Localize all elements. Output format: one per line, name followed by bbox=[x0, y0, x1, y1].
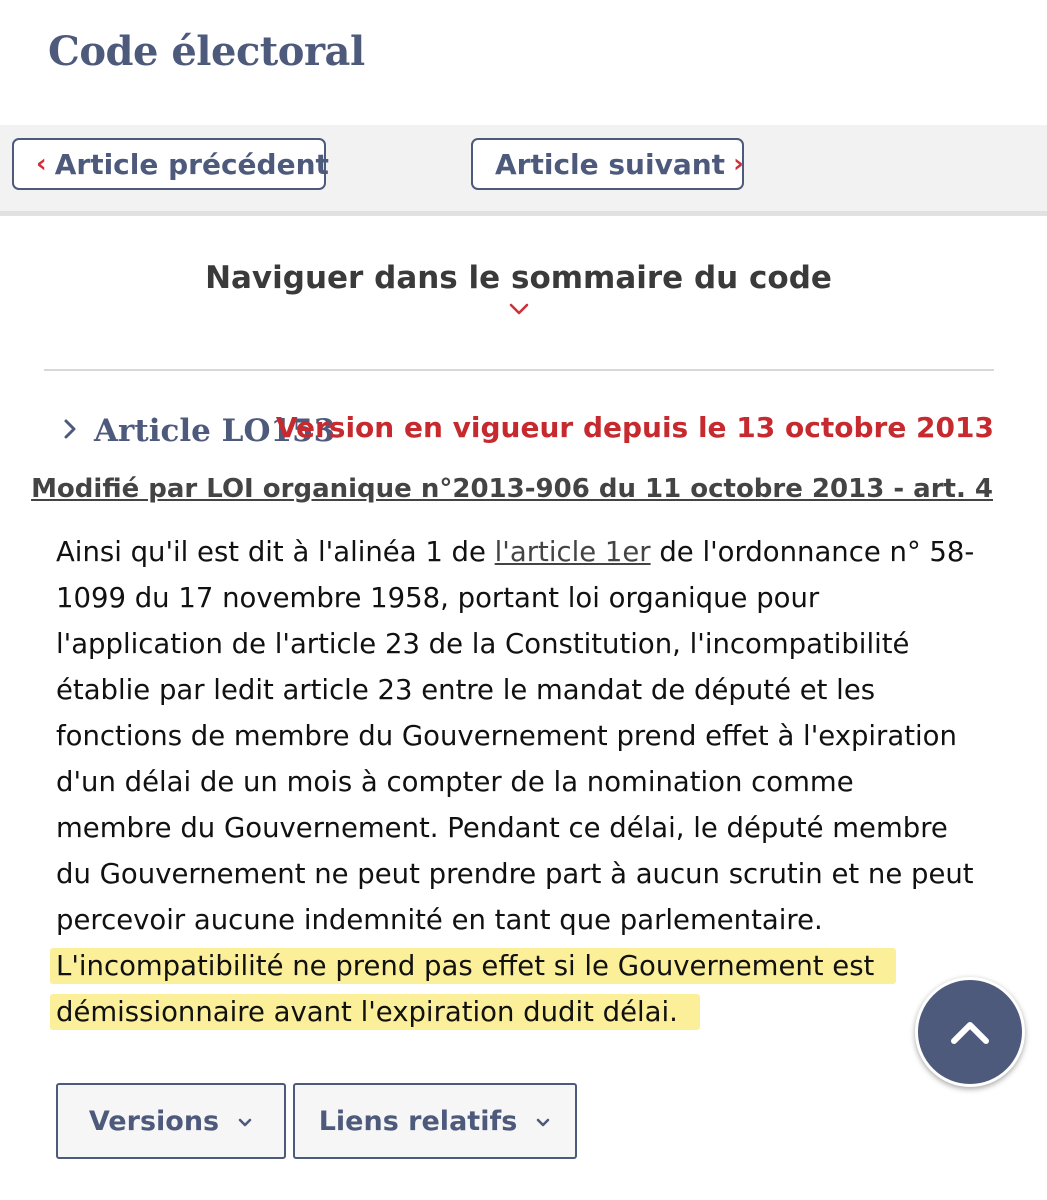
divider bbox=[44, 369, 994, 371]
article-text-segment: de l'ordonnance n° 58- bbox=[650, 536, 975, 568]
scroll-to-top-button[interactable] bbox=[915, 977, 1025, 1087]
text-highlight: démissionnaire avant l'expiration dudit délai. bbox=[50, 994, 700, 1030]
article-line: percevoir aucune indemnité en tant que parlementaire. bbox=[56, 904, 823, 936]
text-highlight: L'incompatibilité ne prend pas effet si le Gouvernement est bbox=[50, 948, 896, 984]
versions-button[interactable] bbox=[56, 1083, 286, 1159]
summary-navigation-toggle[interactable] bbox=[0, 260, 1037, 316]
highlighted-line bbox=[56, 989, 996, 1035]
version-status: Version en vigueur depuis le 13 octobre 2013 bbox=[275, 411, 994, 444]
chevron-left-icon: ‹ bbox=[36, 149, 47, 179]
article-line: d'un délai de un mois à compter de la nomination comme bbox=[56, 766, 854, 798]
chevron-down-icon bbox=[535, 1117, 551, 1129]
modified-by-link[interactable]: Modifié par LOI organique n°2013-906 du 11 octobre 2013 - art. 4 bbox=[31, 474, 993, 504]
highlighted-line bbox=[56, 943, 996, 989]
article-line bbox=[56, 529, 996, 575]
next-article-button[interactable] bbox=[471, 138, 744, 190]
page-title: Code électoral bbox=[48, 28, 365, 75]
article-line: membre du Gouvernement. Pendant ce délai, le député membre bbox=[56, 812, 948, 844]
summary-navigation-label: Naviguer dans le sommaire du code bbox=[205, 260, 832, 296]
article-text-segment: Ainsi qu'il est dit à l'alinéa 1 de bbox=[56, 536, 495, 568]
related-links-button[interactable] bbox=[293, 1083, 577, 1159]
article-line: fonctions de membre du Gouvernement prend effet à l'expiration bbox=[56, 720, 957, 752]
chevron-down-icon bbox=[237, 1117, 253, 1129]
article-header bbox=[62, 408, 1002, 458]
next-article-label: Article suivant bbox=[495, 147, 726, 181]
article-body bbox=[56, 529, 996, 1035]
versions-label: Versions bbox=[88, 1105, 220, 1137]
previous-article-button[interactable] bbox=[12, 138, 329, 190]
previous-article-label: Article précédent bbox=[54, 147, 329, 181]
chevron-down-icon bbox=[508, 302, 530, 316]
article-1er-link[interactable]: l'article 1er bbox=[494, 536, 651, 568]
article-title: Article LO153 bbox=[94, 413, 336, 449]
article-navigation-bar bbox=[0, 125, 1047, 216]
article-line: du Gouvernement ne peut prendre part à aucun scrutin et ne peut bbox=[56, 858, 974, 890]
article-line: établie par ledit article 23 entre le mandat de député et les bbox=[56, 674, 876, 706]
related-links-label: Liens relatifs bbox=[318, 1105, 518, 1137]
article-line: l'application de l'article 23 de la Constitution, l'incompatibilité bbox=[56, 628, 910, 660]
chevron-right-icon: › bbox=[733, 149, 744, 179]
chevron-up-icon bbox=[950, 1019, 990, 1045]
article-line: 1099 du 17 novembre 1958, portant loi organique pour bbox=[56, 582, 820, 614]
chevron-right-icon[interactable] bbox=[62, 418, 78, 440]
